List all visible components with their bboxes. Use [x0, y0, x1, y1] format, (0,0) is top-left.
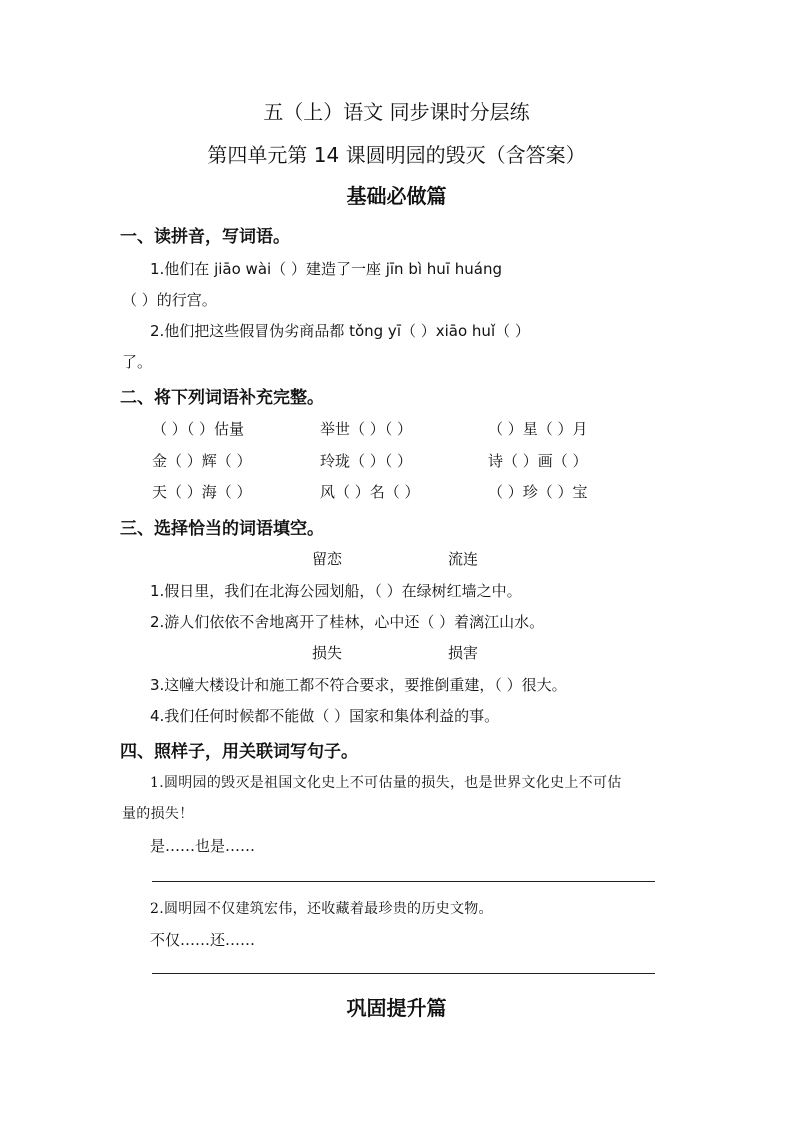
section-heading-2: 二、将下列词语补充完整。: [120, 388, 324, 408]
idiom-cell: （ ）星（ ）月: [488, 420, 588, 438]
word-option: 流连: [448, 550, 479, 568]
idiom-cell: 诗（ ）画（ ）: [488, 452, 588, 470]
question-3-3: 3.这幢大楼设计和施工都不符合要求，要推倒重建，（ ）很大。: [150, 676, 567, 694]
idiom-cell: 金（ ）辉（ ）: [152, 452, 252, 470]
question-1-2-line1: 2.他们把这些假冒伪劣商品都 tǒng yī（ ）xiāo huǐ（ ）: [150, 322, 530, 340]
idiom-cell: 举世（ ）（ ）: [320, 420, 413, 438]
word-option: 损害: [448, 644, 479, 662]
question-1-1-line1: 1.他们在 jiāo wài（ ）建造了一座 jīn bì huī huáng: [150, 260, 502, 278]
page-title: 五（上）语文 同步课时分层练: [263, 100, 530, 124]
section-heading-3: 三、选择恰当的词语填空。: [120, 519, 324, 539]
question-4-2-line1: 2.圆明园不仅建筑宏伟，还收藏着最珍贵的历史文物。: [150, 901, 493, 917]
answer-line: [152, 881, 655, 882]
word-option: 留恋: [312, 550, 343, 568]
question-3-1: 1.假日里，我们在北海公园划船，（ ）在绿树红墙之中。: [150, 582, 522, 600]
section-heading-4: 四、照样子，用关联词写句子。: [120, 742, 358, 762]
idiom-cell: （ ）珍（ ）宝: [488, 483, 588, 501]
idiom-cell: 玲珑（ ）（ ）: [320, 452, 413, 470]
question-1-2-line2: 了。: [122, 353, 153, 371]
question-1-1-line2: （ ）的行宫。: [122, 291, 217, 309]
idiom-cell: （ ）（ ）估量: [152, 420, 245, 438]
part-heading-advanced: 巩固提升篇: [346, 996, 447, 1020]
section-heading-1: 一、读拼音，写词语。: [120, 227, 290, 247]
answer-line: [152, 973, 655, 974]
page-subtitle: 第四单元第 14 课圆明园的毁灭（含答案）: [207, 143, 586, 167]
word-option: 损失: [312, 644, 343, 662]
question-4-1-line1: 1.圆明园的毁灭是祖国文化史上不可估量的损失，也是世界文化史上不可估: [150, 775, 622, 791]
pattern-hint-1: 是……也是……: [150, 837, 256, 855]
question-3-2: 2.游人们依依不舍地离开了桂林，心中还（ ）着漓江山水。: [150, 613, 545, 631]
idiom-cell: 天（ ）海（ ）: [152, 483, 252, 501]
idiom-cell: 风（ ）名（ ）: [320, 483, 420, 501]
question-4-1-line2: 量的损失！: [122, 806, 194, 822]
part-heading-basic: 基础必做篇: [346, 184, 447, 208]
pattern-hint-2: 不仅……还……: [150, 931, 256, 949]
question-3-4: 4.我们任何时候都不能做（ ）国家和集体利益的事。: [150, 707, 500, 725]
